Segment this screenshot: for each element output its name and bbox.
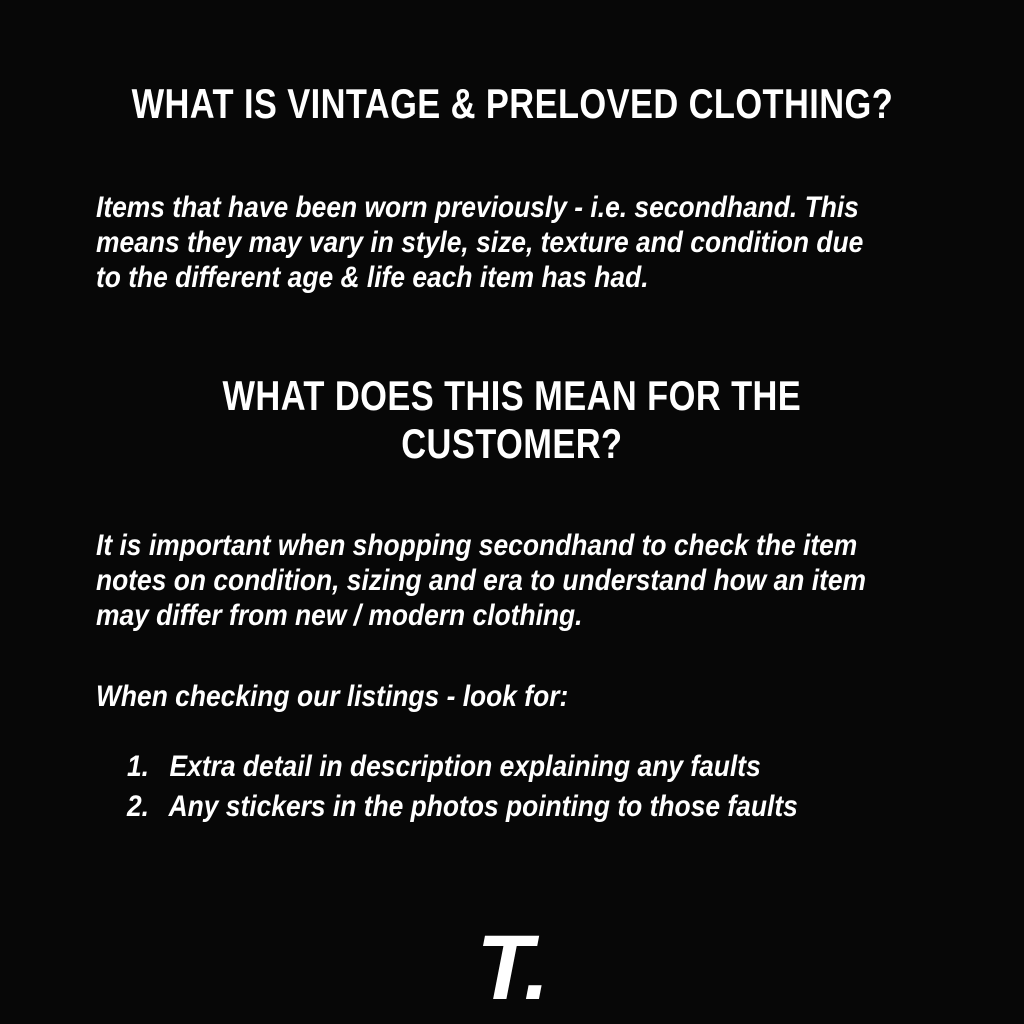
brand-logo [0, 917, 1024, 1019]
brand-logo-text: T. [476, 917, 548, 1019]
customer-line: notes on condition, sizing and era to understand how an item [96, 564, 867, 597]
item-text: Extra detail in description explaining any faults [169, 750, 761, 783]
fault-checklist [127, 747, 889, 827]
listings-note: When checking our listings - look for: [96, 680, 569, 713]
intro-line: Items that have been worn previously - i.e. secondhand. This [96, 191, 859, 224]
customer-line: It is important when shopping secondhand to check the item [96, 529, 858, 562]
main-title [0, 80, 1024, 128]
intro-line: means they may vary in style, size, texture and condition due [96, 226, 864, 259]
item-number: 2. [127, 790, 150, 823]
checklist-item [127, 747, 798, 787]
checklist-item [127, 787, 798, 827]
customer-heading-line: WHAT DOES THIS MEAN FOR THE [222, 372, 802, 419]
customer-heading-line: CUSTOMER? [401, 420, 623, 467]
customer-paragraph [96, 528, 971, 633]
intro-line: to the different age & life each item has had. [96, 261, 649, 294]
customer-line: may differ from new / modern clothing. [96, 599, 583, 632]
item-text: Any stickers in the photos pointing to those faults [168, 790, 798, 823]
customer-heading [0, 372, 1024, 468]
item-number: 1. [127, 750, 150, 783]
intro-paragraph [96, 190, 968, 295]
main-title-line: WHAT IS VINTAGE & PRELOVED CLOTHING? [131, 80, 893, 127]
